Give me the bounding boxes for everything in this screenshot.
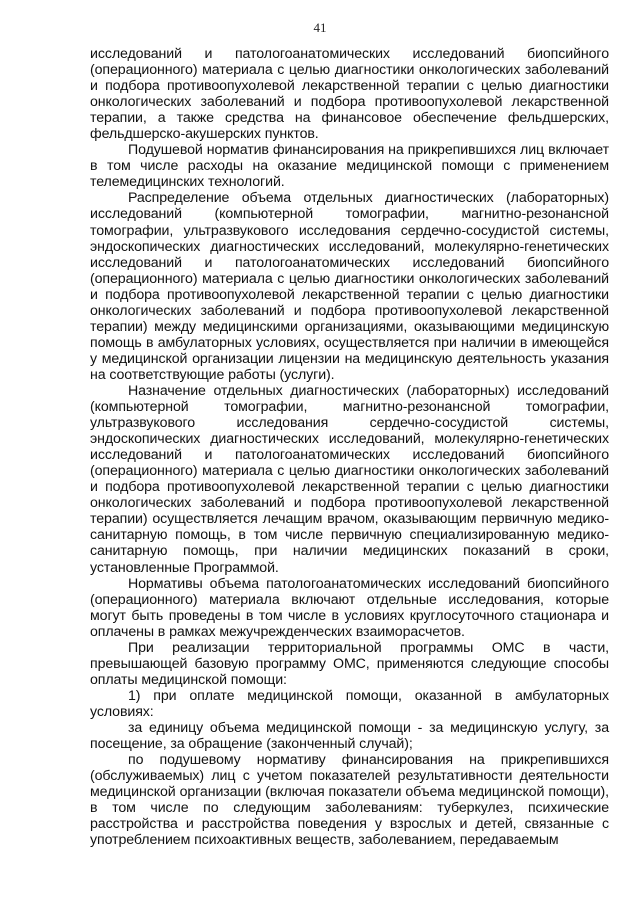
paragraph: Нормативы объема патологоанатомических исследований биопсийного (операционного) материала включают отдельные исследования, которые могут быть проведены в том числе в условиях круглосуточного стационара и оплачены в рамках межучрежденческих взаиморасчетов.: [90, 575, 609, 640]
page-number: 41: [313, 20, 327, 35]
paragraph: за единицу объема медицинской помощи - за медицинскую услугу, за посещение, за обращение (законченный случай);: [90, 719, 609, 753]
paragraph: по подушевому нормативу финансирования на прикрепившихся (обслуживаемых) лиц с учетом показателей результативности деятельности медицинской организации (включая показатели объема медицинской помощи), в том числе по следующим заболеваниям: туберкулез, психические расстройства и расстройства поведения у взрослых и детей, связанные с употреблением психоактивных веществ, заболеванием, передаваемым: [90, 752, 609, 849]
paragraph: Распределение объема отдельных диагностических (лабораторных) исследований (компьютерной томографии, магнитно-резонансной томографии, ультразвукового исследования сердечно-сосудистой системы, эндоскопических диагностических исследований, молекулярно-генетических исследований и патологоанатомических исследований биопсийного (операционного) материала с целью диагностики онкологических заболеваний и подбора противоопухолевой лекарственной терапии с целью диагностики онкологических заболеваний и подбора противоопухолевой лекарственной терапии) между медицинскими организациями, оказывающими медицинскую помощь в амбулаторных условиях, осуществляется при наличии в имеющейся у медицинской организации лицензии на медицинскую деятельность указания на соответствующие работы (услуги).: [90, 190, 609, 383]
paragraph: исследований и патологоанатомических исследований биопсийного (операционного) материала с целью диагностики онкологических заболеваний и подбора противоопухолевой лекарственной терапии с целью диагностики онкологических заболеваний и подбора противоопухолевой лекарственной терапии, а также средства на финансовое обеспечение фельдшерских, фельдшерско-акушерских пунктов.: [90, 46, 609, 143]
body-text: [90, 46, 609, 848]
paragraph: 1) при оплате медицинской помощи, оказанной в амбулаторных условиях:: [90, 687, 609, 720]
paragraph: При реализации территориальной программы ОМС в части, превышающей базовую программу ОМС, применяются следующие способы оплаты медицинской помощи:: [90, 639, 609, 688]
paragraph: Подушевой норматив финансирования на прикрепившихся лиц включает в том числе расходы на оказание медицинской помощи с применением телемедицинских технологий.: [90, 142, 609, 191]
paragraph: Назначение отдельных диагностических (лабораторных) исследований (компьютерной томографии, магнитно-резонансной томографии, ультразвукового исследования сердечно-сосудистой системы, эндоскопических диагностических исследований, молекулярно-генетических исследований и патологоанатомических исследований биопсийного (операционного) материала с целью диагностики онкологических заболеваний и подбора противоопухолевой лекарственной терапии с целью диагностики онкологических заболеваний и подбора противоопухолевой лекарственной терапии) осуществляется лечащим врачом, оказывающим первичную медико-санитарную помощь, в том числе первичную специализированную медико-санитарную помощь, при наличии медицинских показаний в сроки, установленные Программой.: [90, 382, 609, 576]
